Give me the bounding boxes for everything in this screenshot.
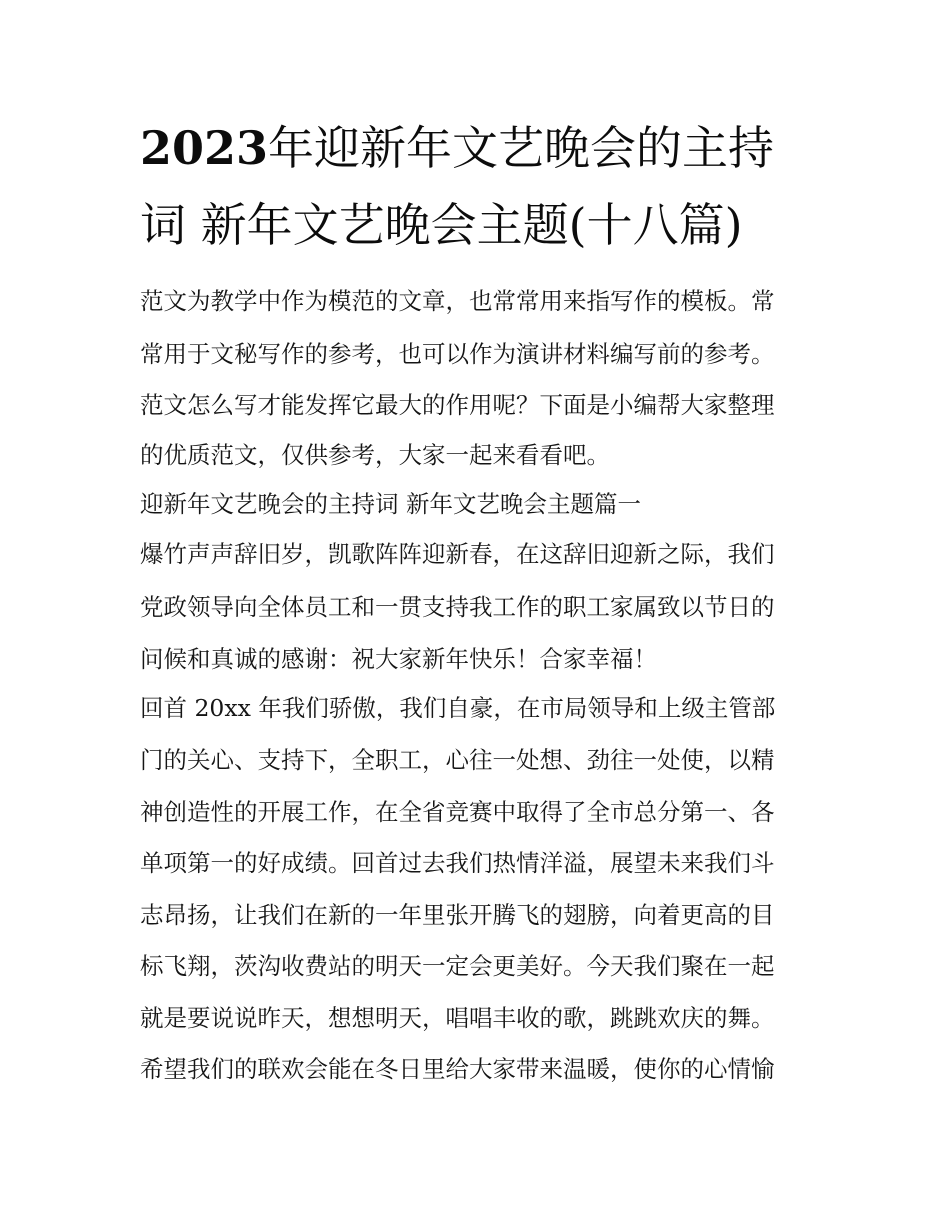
body-line: 爆竹声声辞旧岁，凯歌阵阵迎新春，在这辞旧迎新之际，我们 bbox=[140, 540, 775, 568]
body-line: 问候和真诚的感谢：祝大家新年快乐！合家幸福！ bbox=[140, 645, 657, 673]
title-year: 2023 bbox=[140, 121, 269, 175]
title-text-1: 年迎新年文艺晚会的主持 bbox=[268, 121, 775, 175]
document-title-line-2 bbox=[140, 197, 830, 253]
body-line: 神创造性的开展工作，在全省竞赛中取得了全市总分第一、各 bbox=[140, 798, 775, 826]
title-text-2: 词 新年文艺晚会主题(十八篇) bbox=[140, 198, 743, 252]
body-line: 就是要说说昨天，想想明天，唱唱丰收的歌，跳跳欢庆的舞。 bbox=[140, 1004, 775, 1032]
body-line: 范文为教学中作为模范的文章，也常常用来指写作的模板。常 bbox=[140, 287, 775, 315]
body-line: 标飞翔，茨沟收费站的明天一定会更美好。今天我们聚在一起 bbox=[140, 952, 775, 980]
body-line: 门的关心、支持下，全职工，心往一处想、劲往一处使，以精 bbox=[140, 746, 775, 774]
document-title-line-1 bbox=[140, 120, 830, 176]
body-line: 希望我们的联欢会能在冬日里给大家带来温暖，使你的心情愉 bbox=[140, 1055, 775, 1083]
section-heading: 迎新年文艺晚会的主持词 新年文艺晚会主题篇一 bbox=[140, 490, 641, 518]
body-line: 党政领导向全体员工和一贯支持我工作的职工家属致以节日的 bbox=[140, 593, 775, 621]
body-line: 回首 20xx 年我们骄傲，我们自豪，在市局领导和上级主管部 bbox=[140, 694, 776, 722]
body-line: 范文怎么写才能发挥它最大的作用呢？下面是小编帮大家整理 bbox=[140, 391, 775, 419]
body-line: 常用于文秘写作的参考，也可以作为演讲材料编写前的参考。 bbox=[140, 340, 775, 368]
body-line: 单项第一的好成绩。回首过去我们热情洋溢，展望未来我们斗 bbox=[140, 849, 775, 877]
body-line: 的优质范文，仅供参考，大家一起来看看吧。 bbox=[140, 441, 610, 469]
body-line: 志昂扬，让我们在新的一年里张开腾飞的翅膀，向着更高的目 bbox=[140, 901, 775, 929]
